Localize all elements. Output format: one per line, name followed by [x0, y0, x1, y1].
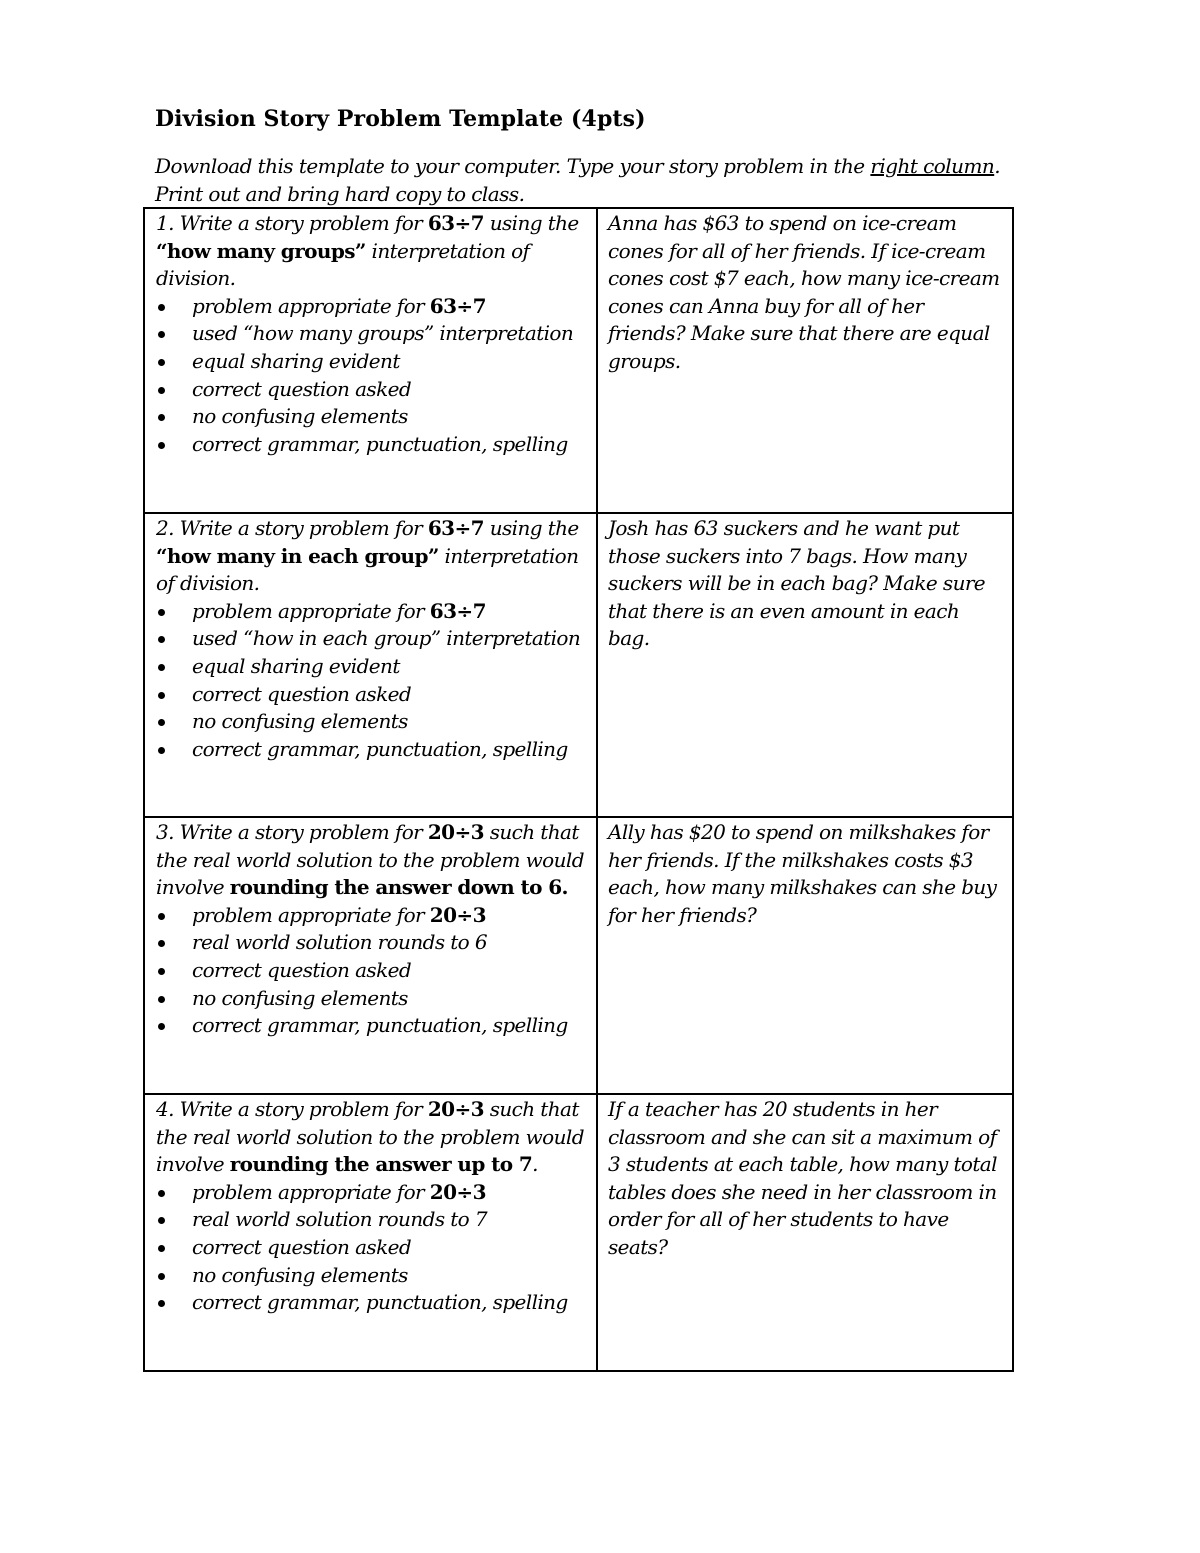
criterion-text: real world solution rounds to 6: [192, 930, 487, 955]
answer-text: Josh has 63 suckers and he want put those suckers into 7 bags. How many suckers will be in each bag? Make sure that there is an even amount in each bag.: [608, 516, 986, 651]
list-item: [156, 1262, 590, 1290]
criterion-text: problem appropriate for: [192, 902, 430, 927]
prompt-tail: .: [532, 1152, 538, 1177]
criterion-expression: 63÷7: [429, 293, 486, 318]
criterion-text: correct grammar, punctuation, spelling: [192, 736, 568, 761]
criterion-text: no confusing elements: [192, 709, 408, 734]
criterion-text: problem appropriate for: [192, 598, 430, 623]
list-item: [156, 1206, 590, 1234]
list-item: [156, 708, 590, 736]
prompt-cell-1: [144, 208, 597, 513]
list-item: [156, 929, 590, 957]
answer-text: If a teacher has 20 students in her classroom and she can sit a maximum of 3 students at each table, how many total tables does she need in her classroom in order for all of her students to have seats?: [608, 1097, 997, 1259]
prompt-lead: 1. Write a story problem for: [156, 211, 428, 235]
list-item: [156, 985, 590, 1013]
table-row: [144, 1094, 1013, 1371]
criterion-text: correct grammar, punctuation, spelling: [192, 431, 568, 456]
prompt-lead: 2. Write a story problem for: [156, 516, 428, 540]
list-item: [156, 348, 590, 376]
criterion-text: correct question asked: [192, 1234, 412, 1259]
criterion-text: used “how in each group” interpretation: [192, 626, 581, 651]
interpretation-phrase: “how many in each group”: [156, 543, 439, 568]
division-expression: 63÷7: [427, 516, 484, 540]
table-row: [144, 208, 1013, 513]
prompt-mid: such that the real world solution to the problem would involve: [156, 1097, 584, 1177]
criterion-text: no confusing elements: [192, 404, 408, 429]
answer-cell-3[interactable]: [597, 817, 1013, 1094]
criteria-list: [156, 598, 590, 764]
list-item: [156, 957, 590, 985]
prompt-mid: using the: [483, 516, 579, 540]
criteria-list: [156, 293, 590, 459]
prompt-mid: using the: [483, 211, 579, 235]
list-item: [156, 320, 590, 348]
prompt-tail: .: [561, 875, 568, 900]
rounding-phrase: rounding the answer down to 6: [229, 875, 562, 900]
criterion-text: problem appropriate for: [192, 1179, 430, 1204]
prompt-tail: interpretation of division.: [156, 238, 530, 291]
list-item: [156, 681, 590, 709]
prompt-cell-3: [144, 817, 597, 1094]
criterion-text: real world solution rounds to 7: [192, 1207, 487, 1232]
instructions: [155, 153, 1035, 208]
criterion-expression: 20÷3: [429, 1179, 486, 1204]
criterion-text: correct grammar, punctuation, spelling: [192, 1013, 568, 1038]
prompt-lead: 4. Write a story problem for: [156, 1097, 428, 1121]
criterion-text: problem appropriate for: [192, 293, 430, 318]
criteria-list: [156, 902, 590, 1040]
list-item: [156, 902, 590, 930]
criterion-text: used “how many groups” interpretation: [192, 321, 574, 346]
division-expression: 20÷3: [427, 1097, 484, 1121]
criterion-text: correct question asked: [192, 376, 412, 401]
prompt-tail: interpretation of division.: [156, 543, 579, 596]
prompt-cell-2: [144, 513, 597, 817]
list-item: [156, 293, 590, 321]
criterion-expression: 63÷7: [429, 598, 486, 623]
list-item: [156, 403, 590, 431]
page-title: Division Story Problem Template (4pts): [155, 106, 646, 132]
prompt-cell-4: [144, 1094, 597, 1371]
list-item: [156, 625, 590, 653]
criterion-text: correct question asked: [192, 957, 412, 982]
list-item: [156, 1234, 590, 1262]
answer-cell-1[interactable]: [597, 208, 1013, 513]
criterion-text: equal sharing evident: [192, 348, 400, 373]
answer-cell-2[interactable]: [597, 513, 1013, 817]
list-item: [156, 598, 590, 626]
story-problem-table: [143, 207, 1014, 1372]
prompt-lead: 3. Write a story problem for: [156, 820, 428, 844]
criterion-text: correct grammar, punctuation, spelling: [192, 1290, 568, 1315]
table-row: [144, 817, 1013, 1094]
criterion-expression: 20÷3: [429, 902, 486, 927]
division-expression: 63÷7: [427, 211, 484, 235]
list-item: [156, 1179, 590, 1207]
division-expression: 20÷3: [427, 820, 484, 844]
table-row: [144, 513, 1013, 817]
right-column-underlined: right column: [870, 154, 995, 178]
criterion-text: no confusing elements: [192, 1262, 408, 1287]
prompt-mid: such that the real world solution to the problem would involve: [156, 820, 584, 900]
list-item: [156, 431, 590, 459]
criterion-text: no confusing elements: [192, 985, 408, 1010]
criteria-list: [156, 1179, 590, 1317]
list-item: [156, 736, 590, 764]
list-item: [156, 376, 590, 404]
answer-text: Anna has $63 to spend on ice-cream cones for all of her friends. If ice-cream cones cost $7 each, how many ice-cream cones can Anna buy for all of her friends? Make sure that there are equal groups.: [608, 211, 1000, 373]
rounding-phrase: rounding the answer up to 7: [229, 1152, 533, 1177]
answer-cell-4[interactable]: [597, 1094, 1013, 1371]
criterion-text: equal sharing evident: [192, 653, 400, 678]
list-item: [156, 653, 590, 681]
list-item: [156, 1289, 590, 1317]
answer-text: Ally has $20 to spend on milkshakes for her friends. If the milkshakes costs $3 each, how many milkshakes can she buy for her friends?: [608, 820, 997, 927]
criterion-text: correct question asked: [192, 681, 412, 706]
instructions-tail: . Print out and bring hard copy to class.: [155, 154, 1001, 206]
instructions-text: Download this template to your computer. Type your story problem in the: [155, 154, 871, 178]
list-item: [156, 1012, 590, 1040]
interpretation-phrase: “how many groups”: [156, 238, 366, 263]
